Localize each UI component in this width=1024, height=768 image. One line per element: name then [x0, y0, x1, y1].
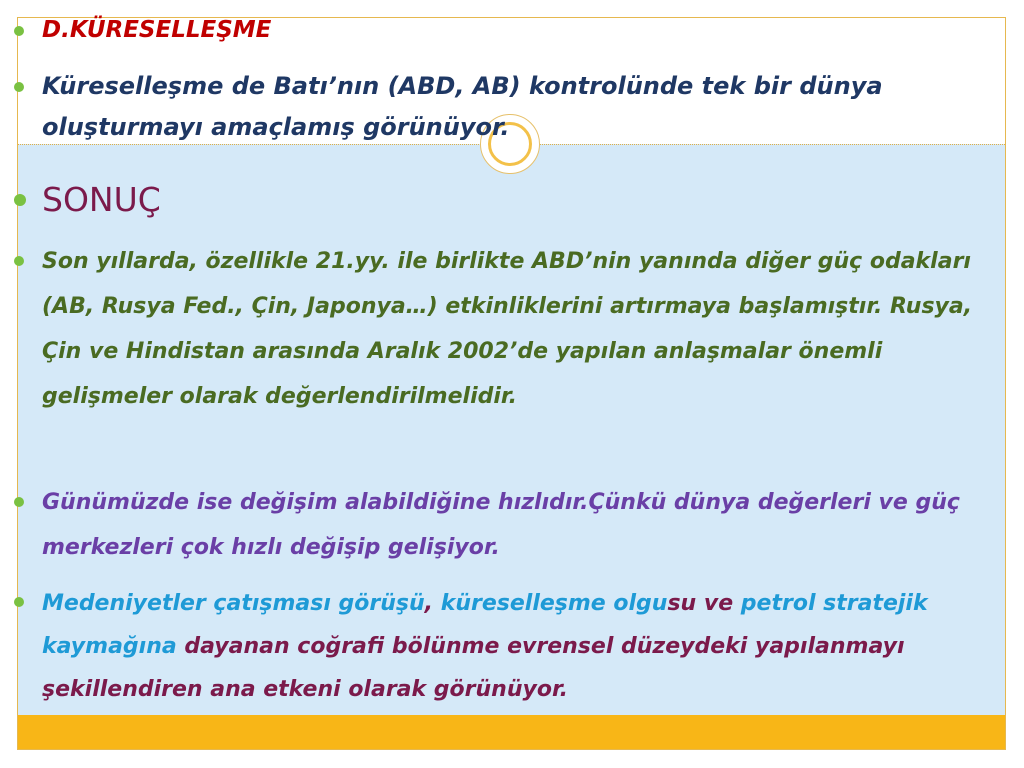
bullet-icon — [14, 194, 26, 206]
final-point-part2: , — [424, 591, 441, 616]
bullet-icon — [14, 26, 24, 36]
final-point-part4: su ve — [667, 591, 741, 616]
today-text: Günümüzde ise değişim alabildiğine hızlıdır.Çünkü dünya değerleri ve güç merkezleri çok hızlı değişip gelişiyor. — [42, 490, 960, 560]
final-point-part6: dayanan coğrafi bölünme evrensel düzeydeki yapılanmayı şekillendiren ana etkeni olarak görünüyor. — [42, 634, 905, 702]
bullet-icon — [14, 256, 24, 266]
final-point-part5: petrol stratejik kaymağına — [42, 591, 928, 659]
final-point-text — [42, 582, 1007, 711]
bullet-icon — [14, 82, 24, 92]
section-heading: D.KÜRESELLEŞME — [42, 17, 272, 43]
final-point-part3: küreselleşme olgu — [440, 591, 668, 616]
final-point-part1: Medeniyetler çatışması görüşü — [42, 591, 425, 616]
globalization-text: Küreselleşme de Batı’nın (ABD, AB) kontrolünde tek bir dünya oluşturmayı amaçlamış görünüyor. — [42, 72, 883, 141]
recent-years-text: Son yıllarda, özellikle 21.yy. ile birlikte ABD’nin yanında diğer güç odakları (AB, Rusya Fed., Çin, Japonya…) etkinliklerini artırmaya başlamıştır. Rusya, Çin ve Hindistan arasında Aralık 2002’de yapılan anlaşmalar önemli gelişmeler olarak değerlendirilmelidir. — [42, 249, 973, 409]
bullet-icon — [14, 497, 24, 507]
bullet-icon — [14, 597, 24, 607]
result-heading: SONUÇ — [42, 180, 161, 219]
